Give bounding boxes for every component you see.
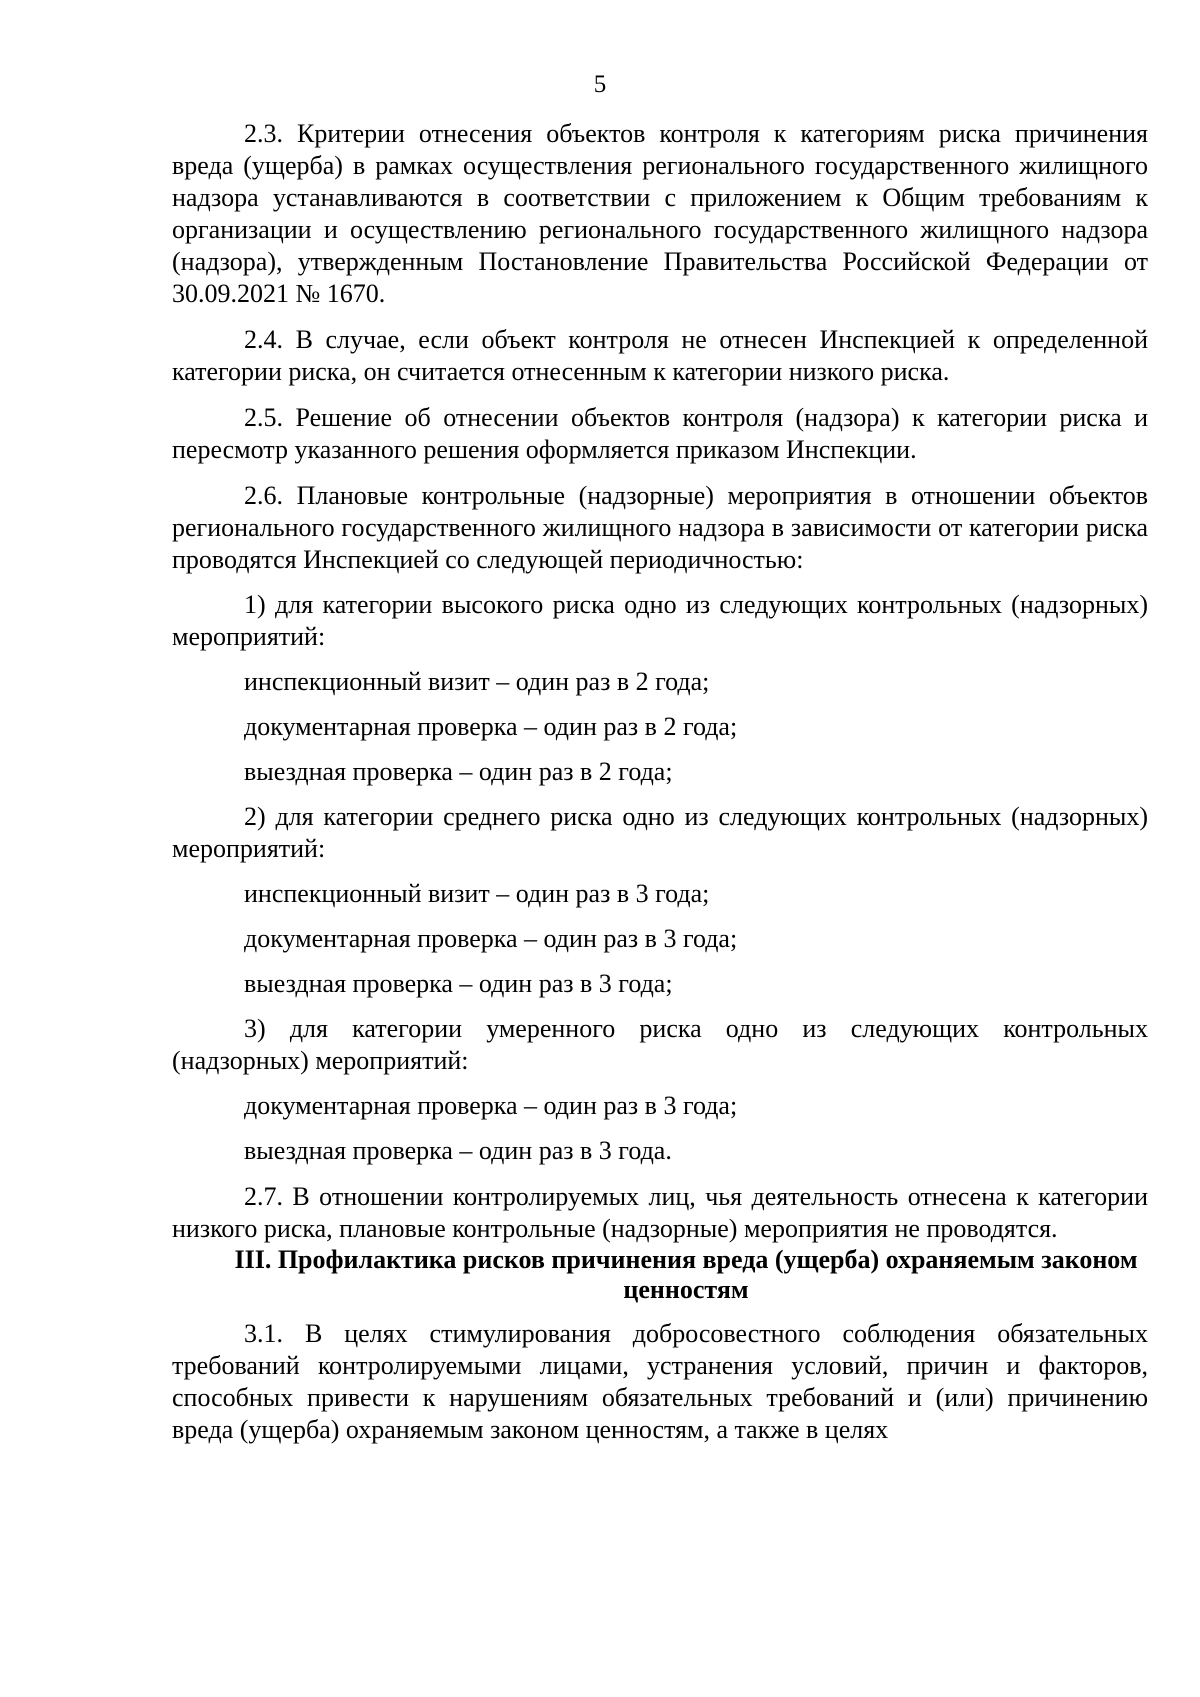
list-item: инспекционный визит – один раз в 3 года; — [244, 879, 710, 908]
list-high-risk: 1) для категории высокого риска одно из следующих контрольных (надзорных) мероприятий: — [172, 590, 1148, 651]
list-item: документарная проверка – один раз в 2 года; — [244, 712, 738, 741]
list-moderate-risk: 3) для категории умеренного риска одно из следующих контрольных (надзорных) мероприятий: — [172, 1014, 1148, 1075]
paragraph-3-1: 3.1. В целях стимулирования добросовестного соблюдения обязательных требований контролируемыми лицами, устранения условий, причин и факторов, способных привести к нарушениям обязательных требований и (или) причинению вреда (ущерба) охраняемым законом ценностям, а также в целях — [172, 1319, 1148, 1444]
list-medium-risk: 2) для категории среднего риска одно из следующих контрольных (надзорных) мероприятий: — [172, 802, 1148, 863]
list-item: инспекционный визит – один раз в 2 года; — [244, 667, 710, 696]
list-item: выездная проверка – один раз в 3 года. — [244, 1136, 672, 1165]
paragraph-2-4: 2.4. В случае, если объект контроля не отнесен Инспекцией к определенной категории риска, он считается отнесенным к категории низкого риска. — [172, 325, 1148, 386]
paragraph-2-6: 2.6. Плановые контрольные (надзорные) мероприятия в отношении объектов регионального государственного жилищного надзора в зависимости от категории риска проводятся Инспекцией со следующей периодичностью: — [172, 481, 1148, 574]
section-heading: III. Профилактика рисков причинения вреда (ущерба) охраняемым законом ценностям — [234, 1245, 1138, 1304]
list-item: выездная проверка – один раз в 3 года; — [244, 969, 673, 998]
document-body — [172, 118, 1148, 1446]
list-item: документарная проверка – один раз в 3 года; — [244, 1091, 738, 1120]
paragraph-2-5: 2.5. Решение об отнесении объектов контроля (надзора) к категории риска и пересмотр указанного решения оформляется приказом Инспекции. — [172, 403, 1148, 464]
paragraph-2-7: 2.7. В отношении контролируемых лиц, чья деятельность отнесена к категории низкого риска, плановые контрольные (надзорные) мероприятия не проводятся. — [172, 1182, 1148, 1243]
paragraph-2-3: 2.3. Критерии отнесения объектов контроля к категориям риска причинения вреда (ущерба) в рамках осуществления регионального государственного жилищного надзора устанавливаются в соответствии с приложением к Общим требованиям к организации и осуществлению регионального государственного жилищного надзора (надзора), утвержденным Постановление Правительства Российской Федерации от 30.09.2021 № 1670. — [172, 119, 1148, 308]
page-number: 5 — [593, 71, 607, 98]
list-item: выездная проверка – один раз в 2 года; — [244, 757, 673, 786]
list-item: документарная проверка – один раз в 3 года; — [244, 924, 738, 953]
